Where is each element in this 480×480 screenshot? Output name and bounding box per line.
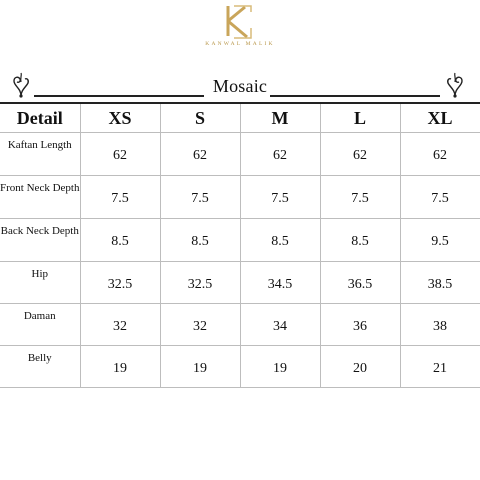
brand-logo — [0, 0, 480, 58]
table-cell: 62 — [80, 133, 160, 176]
table-header-row — [0, 103, 480, 133]
table-cell: 32 — [160, 304, 240, 346]
k-monogram-icon — [223, 4, 257, 40]
brand-name: KANWAL MALIK — [205, 41, 275, 47]
table-cell: 32.5 — [160, 262, 240, 304]
table-row — [0, 346, 480, 388]
column-header: S — [160, 103, 240, 133]
table-cell: 36.5 — [320, 262, 400, 304]
table-cell: 21 — [400, 346, 480, 388]
column-header: M — [240, 103, 320, 133]
title-bar — [0, 70, 480, 102]
table-row — [0, 176, 480, 219]
table-cell: 8.5 — [160, 219, 240, 262]
row-label: Daman — [0, 304, 80, 346]
table-cell: 19 — [160, 346, 240, 388]
column-header: L — [320, 103, 400, 133]
table-cell: 34.5 — [240, 262, 320, 304]
table-cell: 62 — [240, 133, 320, 176]
page-title: Mosaic — [212, 76, 268, 96]
column-header: XS — [80, 103, 160, 133]
table-cell: 7.5 — [160, 176, 240, 219]
row-label: Back Neck Depth — [0, 219, 80, 262]
row-label: Hip — [0, 262, 80, 304]
table-cell: 32 — [80, 304, 160, 346]
table-cell: 7.5 — [320, 176, 400, 219]
row-label: Kaftan Length — [0, 133, 80, 176]
table-cell: 34 — [240, 304, 320, 346]
column-header: XL — [400, 103, 480, 133]
table-cell: 36 — [320, 304, 400, 346]
table-cell: 62 — [160, 133, 240, 176]
table-cell: 7.5 — [400, 176, 480, 219]
table-cell: 7.5 — [80, 176, 160, 219]
table-cell: 38.5 — [400, 262, 480, 304]
row-label: Front Neck Depth — [0, 176, 80, 219]
table-row — [0, 219, 480, 262]
row-label: Belly — [0, 346, 80, 388]
table-row — [0, 304, 480, 346]
table-row — [0, 262, 480, 304]
table-cell: 19 — [80, 346, 160, 388]
table-cell: 62 — [320, 133, 400, 176]
table-cell: 32.5 — [80, 262, 160, 304]
table-cell: 62 — [400, 133, 480, 176]
title-rule-right — [270, 95, 440, 97]
table-cell: 8.5 — [80, 219, 160, 262]
table-cell: 8.5 — [320, 219, 400, 262]
column-header: Detail — [0, 103, 80, 133]
table-cell: 9.5 — [400, 219, 480, 262]
table-cell: 8.5 — [240, 219, 320, 262]
table-cell: 19 — [240, 346, 320, 388]
table-row — [0, 133, 480, 176]
size-chart-table — [0, 102, 480, 388]
table-cell: 20 — [320, 346, 400, 388]
table-cell: 38 — [400, 304, 480, 346]
table-cell: 7.5 — [240, 176, 320, 219]
flourish-ornament-icon — [442, 72, 468, 98]
